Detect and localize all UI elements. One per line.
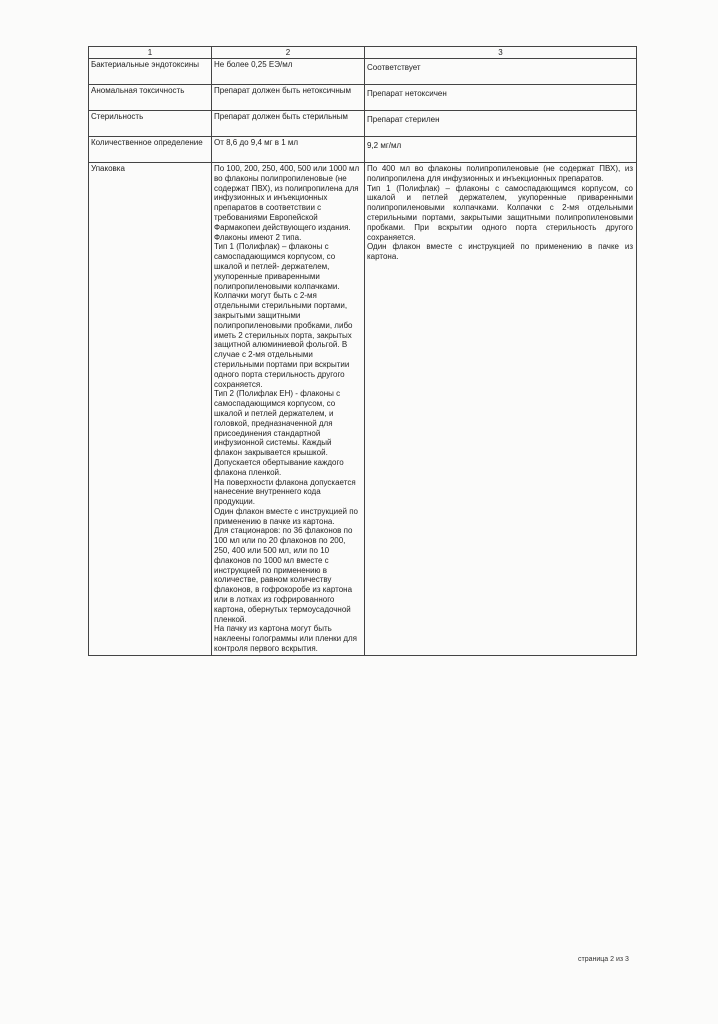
- column-header: 1: [89, 47, 212, 59]
- requirement-paragraph: Для стационаров: по 36 флаконов по 100 мл или по 20 флаконов по 200, 250, 400 или 500 мл, или по 10 флаконов по 1000 мл вместе с инструкцией по применению в количестве, равном количеству флаконов, в гофрокоробе из картона или в лотках из гофрированного картона, обернутых термоусадочной пленкой.: [214, 526, 353, 624]
- requirement-cell: Не более 0,25 ЕЭ/мл: [212, 59, 365, 85]
- table-row: [89, 137, 637, 163]
- parameter-cell: Упаковка: [89, 163, 212, 656]
- table-header-row: [89, 47, 637, 59]
- table-row: [89, 163, 637, 656]
- parameter-cell: Бактериальные эндотоксины: [89, 59, 212, 85]
- requirement-cell: От 8,6 до 9,4 мг в 1 мл: [212, 137, 365, 163]
- table-row: [89, 111, 637, 137]
- requirement-paragraph: По 100, 200, 250, 400, 500 или 1000 мл во флаконы полипропиленовые (не содержат ПВХ), из полипропилена для инфузионных и инъекционных препаратов в соответствии с требованиями Европейской Фармакопеи действующего издания. Флаконы имеют 2 типа.: [214, 164, 360, 242]
- specification-table: [88, 46, 637, 656]
- requirement-paragraph: На поверхности флакона допускается нанесение внутреннего кода продукции.: [214, 477, 356, 507]
- requirement-paragraph: На пачку из картона могут быть наклеены голограммы или пленки для контроля первого вскрытия.: [214, 624, 357, 654]
- column-header: 3: [365, 47, 637, 59]
- parameter-cell: Стерильность: [89, 111, 212, 137]
- requirement-cell: [212, 163, 365, 656]
- result-paragraph: Один флакон вместе с инструкцией по применению в пачке из картона.: [367, 242, 633, 262]
- parameter-cell: Аномальная токсичность: [89, 85, 212, 111]
- result-cell: [365, 163, 637, 656]
- result-paragraph: Тип 1 (Полифлак) – флаконы с самоспадающимся корпусом, со шкалой и петлей держателем, укупоренные приваренными полипропиленовыми колпачками. Колпачки с 2-мя отдельными стерильными портами, закрытыми защитными полипропиленовыми пробками. При вскрытии одного порта стерильность другого сохраняется.: [367, 183, 633, 242]
- result-paragraph: По 400 мл во флаконы полипропиленовые (не содержат ПВХ), из полипропилена для инфузионных и инъекционных препаратов.: [367, 164, 633, 183]
- parameter-cell: Количественное определение: [89, 137, 212, 163]
- result-cell: Соответствует: [365, 59, 637, 85]
- page-number: страница 2 из 3: [578, 956, 629, 963]
- column-header: 2: [212, 47, 365, 59]
- result-cell: Препарат стерилен: [365, 111, 637, 137]
- table-row: [89, 85, 637, 111]
- result-cell: 9,2 мг/мл: [365, 137, 637, 163]
- requirement-paragraph: Тип 2 (Полифлак ЕН) - флаконы с самоспадающимся корпусом, со шкалой и петлей держателем, и головкой, предназначенной для присоединения стандартной инфузионной системы. Каждый флакон закрывается крышкой. Допускается обертывание каждого флакона пленкой.: [214, 389, 344, 477]
- requirement-cell: Препарат должен быть нетоксичным: [212, 85, 365, 111]
- requirement-cell: Препарат должен быть стерильным: [212, 111, 365, 137]
- table-row: [89, 59, 637, 85]
- requirement-paragraph: Один флакон вместе с инструкцией по применению в пачке из картона.: [214, 506, 358, 526]
- result-cell: Препарат нетоксичен: [365, 85, 637, 111]
- requirement-paragraph: Тип 1 (Полифлак) – флаконы с самоспадающимся корпусом, со шкалой и петлей- держателем, укупоренные приваренными полипропиленовыми колпачками. Колпачки могут быть с 2-мя отдельными стерильными портами, закрытыми защитными полипропиленовыми пробками, либо иметь 2 стерильных порта, закрытых защитной алюминиевой фольгой. В случае с 2-мя отдельными стерильными портами при вскрытии одного порта стерильность другого сохраняется.: [214, 242, 353, 389]
